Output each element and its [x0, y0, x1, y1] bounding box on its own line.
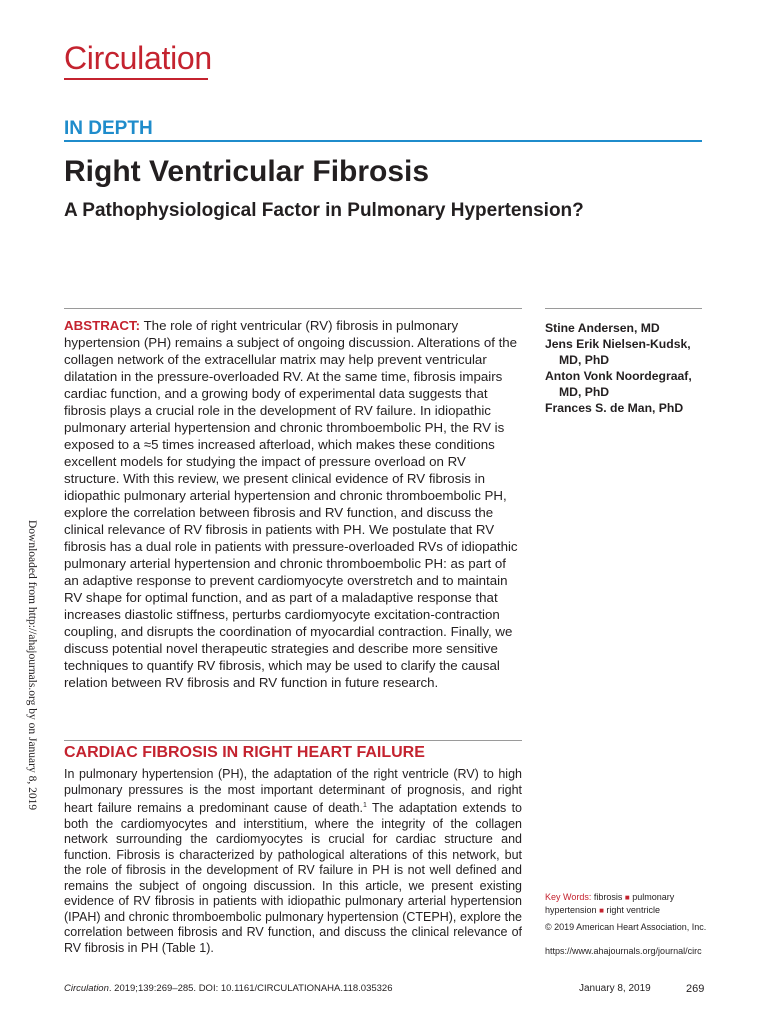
keywords [545, 891, 715, 917]
author-name: Anton Vonk Noordegraaf, [545, 369, 692, 383]
keyword-separator-icon: ■ [624, 893, 630, 902]
author-name: Frances S. de Man, PhD [545, 401, 684, 415]
download-note [20, 520, 40, 811]
page-number: 269 [686, 983, 705, 995]
abstract [64, 317, 524, 691]
article-subtitle: A Pathophysiological Factor in Pulmonary Hypertension? [64, 200, 584, 221]
journal-url[interactable]: https://www.ahajournals.org/journal/circ [545, 946, 702, 956]
authors-rule [545, 308, 702, 309]
article-title: Right Ventricular Fibrosis [64, 155, 430, 188]
footer-citation-text: . 2019;139:269–285. DOI: 10.1161/CIRCULATIONAHA.118.035326 [108, 983, 393, 994]
keyword-separator-icon: ■ [599, 906, 604, 915]
section-heading: CARDIAC FIBROSIS IN RIGHT HEART FAILURE [64, 744, 425, 761]
abstract-rule [64, 308, 522, 309]
body-text-part: In pulmonary hypertension (PH), the adaptation of the right ventricle (RV) to high pulmonary pressures is the most important determinant of prognosis, and right heart failure remains a predominant cause of death. [64, 767, 522, 816]
section-heading-rule [64, 740, 522, 741]
keyword: pulmonary hypertension [545, 892, 675, 915]
footer-date: January 8, 2019 [579, 983, 651, 994]
author-degree: MD, PhD [559, 385, 610, 399]
keyword: right ventricle [606, 905, 660, 915]
author-name: Stine Andersen, MD [545, 321, 660, 335]
body-paragraph [64, 767, 522, 956]
footer-journal: Circulation [64, 983, 109, 994]
footer-citation [64, 983, 393, 994]
body-text-part: The adaptation extends to both the cardiomyocytes and interstitium, where the integrity of the collagen network surrounding the cardiomyocytes is crucial for cardiac structure and function. Fibrosis is characterized by pathological alterations of this network, but the role of fibrosis in the development of RV failure in PH is not well defined and remains the subject of ongoing discussion. In this article, we present existing evidence of RV fibrosis in patients with idiopathic pulmonary arterial hypertension (IPAH) and chronic thromboembolic pulmonary hypertension (CTEPH), explore the correlation between fibrosis and RV function, and discuss the clinical relevance of RV fibrosis in PH (Table 1). [64, 801, 523, 955]
keyword: fibrosis [593, 892, 623, 902]
section-rule [64, 140, 702, 142]
author-list [545, 320, 715, 416]
abstract-text: The role of right ventricular (RV) fibrosis in pulmonary hypertension (PH) remains a subject of ongoing discussion. Alterations of the collagen network of the extracellular matrix may help prevent ventricular dilatation in the pressure-overloaded RV. At the same time, fibrosis impairs cardiac function, and a growing body of experimental data suggests that fibrosis plays a crucial role in the development of RV failure. In idiopathic pulmonary arterial hypertension and chronic thromboembolic PH, the RV is exposed to a ≈5 times increased afterload, which makes these conditions excellent models for studying the impact of pressure overload on RV structure. With this review, we present clinical evidence of RV fibrosis in idiopathic pulmonary arterial hypertension and chronic thromboembolic PH, explore the correlation between fibrosis and RV function, and discuss the clinical relevance of RV fibrosis in patients with PH. We postulate that RV fibrosis has a dual role in patients with pressure-overloaded RVs of idiopathic pulmonary arterial hypertension and chronic thromboembolic PH: as part of an adaptive response to prevent cardiomyocyte overstretch and to maintain RV shape for optimal function, and as part of a maladaptive response that increases diastolic stiffness, perturbs cardiomyocyte excitation-contraction coupling, and disrupts the coordination of myocardial contraction. Finally, we discuss potential novel therapeutic strategies and describe more sensitive techniques to quantify RV fibrosis, which may be used to clarify the causal relation between RV fibrosis and RV function in future research. [64, 318, 518, 690]
journal-name: Circulation [64, 40, 212, 76]
download-note-text: Downloaded from http://ahajournals.org by on January 8, 2019 [26, 520, 38, 811]
abstract-label: ABSTRACT: [64, 318, 141, 333]
author-degree: MD, PhD [559, 353, 610, 367]
copyright: © 2019 American Heart Association, Inc. [545, 922, 707, 932]
author-name: Jens Erik Nielsen-Kudsk, [545, 337, 691, 351]
journal-underline [64, 78, 208, 80]
keywords-label: Key Words: [545, 892, 592, 902]
reference-marker: 1 [363, 802, 367, 809]
section-label: IN DEPTH [64, 118, 153, 139]
